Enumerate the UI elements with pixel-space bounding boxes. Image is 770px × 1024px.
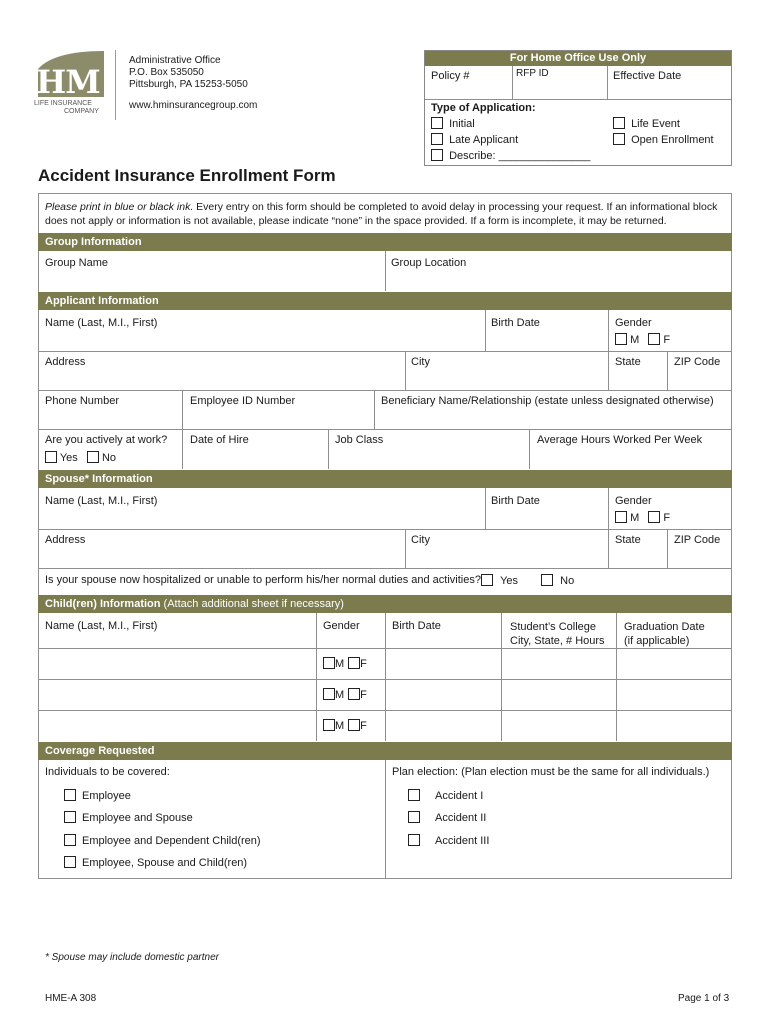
applicant-name-field[interactable]: Name (Last, M.I., First) [45,317,158,329]
individuals-label: Individuals to be covered: [45,766,170,778]
initial-label: Initial [449,118,475,130]
home-office-title: For Home Office Use Only [425,51,731,66]
actively-at-work-label: Are you actively at work? [45,434,168,446]
children-info-header [38,595,732,613]
employee-id-field[interactable]: Employee ID Number [190,395,296,407]
effective-date-field[interactable]: Effective Date [613,70,682,82]
open-enrollment-checkbox[interactable] [613,133,625,145]
child3-m-label: M [335,720,345,732]
spouse-gender-f-label: F [663,512,671,524]
child-college-line1: Student’s College [510,621,597,633]
spouse-gender-f-checkbox[interactable] [648,511,660,523]
describe-label[interactable]: Describe: _______________ [449,150,591,162]
employee-spouse-label: Employee and Spouse [82,812,193,824]
company-logo [34,49,108,121]
child-grad-line2: (if applicable) [624,635,690,647]
job-class-field[interactable]: Job Class [335,434,384,446]
child3-f-label: F [360,720,367,732]
spouse-birth-date-field[interactable]: Birth Date [491,495,540,507]
spouse-zip-field[interactable]: ZIP Code [674,534,721,546]
spouse-hospitalized-question: Is your spouse now hospitalized or unable to perform his/her normal duties and activities? [45,574,481,586]
logo-letters: HM [36,63,100,101]
child-gender-header: Gender [323,620,360,632]
accident-3-checkbox[interactable] [408,834,420,846]
child-college-line2: City, State, # Hours [510,635,605,647]
applicant-gender-m-checkbox[interactable] [615,333,627,345]
page-number: Page 1 of 3 [678,993,730,1004]
child-grad-line1: Graduation Date [624,621,705,633]
child-row-3-gender [323,719,367,732]
rfp-id-field[interactable]: RFP ID [516,68,549,79]
initial-checkbox[interactable] [431,117,443,129]
group-name-field[interactable]: Group Name [45,257,108,269]
late-applicant-checkbox[interactable] [431,133,443,145]
accident-2-label: Accident II [435,812,487,824]
employee-label: Employee [82,790,131,802]
actively-yes-label: Yes [59,452,78,464]
child2-m-label: M [335,689,345,701]
child-grad-header [624,620,705,648]
coverage-header: Coverage Requested [38,742,732,760]
child1-f-checkbox[interactable] [348,657,360,669]
applicant-state-field[interactable]: State [615,356,641,368]
instructions [45,200,729,228]
applicant-gender-m-label: M [630,334,640,346]
accident-2-checkbox[interactable] [408,811,420,823]
accident-3-label: Accident III [435,835,490,847]
instructions-italic: Please print in blue or black ink. [45,201,194,213]
children-header-title: Child(ren) Information [45,598,161,610]
employee-child-label: Employee and Dependent Child(ren) [82,835,261,847]
late-applicant-label: Late Applicant [449,134,519,146]
hospitalized-no-label: No [560,575,575,587]
employee-spouse-child-checkbox[interactable] [64,856,76,868]
actively-no-label: No [101,452,116,464]
employee-child-checkbox[interactable] [64,834,76,846]
logo-divider [115,50,116,120]
child1-f-label: F [360,658,367,670]
policy-number-field[interactable]: Policy # [431,70,470,82]
spouse-name-field[interactable]: Name (Last, M.I., First) [45,495,158,507]
logo-line2: COMPANY [64,108,99,115]
applicant-info-header: Applicant Information [38,292,732,310]
child-row-1-gender [323,657,367,670]
child2-f-label: F [360,689,367,701]
type-of-application-label: Type of Application: [431,102,536,114]
average-hours-field[interactable]: Average Hours Worked Per Week [537,434,703,446]
spouse-footnote: * Spouse may include domestic partner [45,952,219,963]
spouse-gender-m-checkbox[interactable] [615,511,627,523]
applicant-address-field[interactable]: Address [45,356,86,368]
group-info-header: Group Information [38,233,732,251]
logo-line1: LIFE INSURANCE [34,100,92,107]
accident-1-label: Accident I [435,790,484,802]
open-enrollment-label: Open Enrollment [631,134,714,146]
spouse-address-field[interactable]: Address [45,534,86,546]
life-event-label: Life Event [631,118,680,130]
child1-m-checkbox[interactable] [323,657,335,669]
employee-checkbox[interactable] [64,789,76,801]
child-row-2-gender [323,688,367,701]
describe-checkbox[interactable] [431,149,443,161]
office-line3: Pittsburgh, PA 15253-5050 [129,79,248,90]
child2-m-checkbox[interactable] [323,688,335,700]
child2-f-checkbox[interactable] [348,688,360,700]
office-address [129,55,257,112]
actively-no-checkbox[interactable] [87,451,99,463]
spouse-gender-m-label: M [630,512,640,524]
applicant-gender-label: Gender [615,317,652,329]
actively-yes-checkbox[interactable] [45,451,57,463]
beneficiary-field[interactable]: Beneficiary Name/Relationship (estate unless designated otherwise) [381,395,714,407]
applicant-zip-field[interactable]: ZIP Code [674,356,721,368]
instructions-line2: does not apply or information is not available, please indicate “none” in the space provided. If a form is incomplete, it may be returned. [45,215,667,227]
applicant-city-field[interactable]: City [411,356,430,368]
child1-m-label: M [335,658,345,670]
form-id: HME-A 308 [45,993,97,1004]
child3-f-checkbox[interactable] [348,719,360,731]
child3-m-checkbox[interactable] [323,719,335,731]
applicant-phone-field[interactable]: Phone Number [45,395,119,407]
employee-spouse-child-label: Employee, Spouse and Child(ren) [82,857,248,869]
child-name-header: Name (Last, M.I., First) [45,620,158,632]
office-line1: Administrative Office [129,55,221,66]
life-event-checkbox[interactable] [613,117,625,129]
child-college-header [510,620,605,648]
spouse-info-header: Spouse* Information [38,470,732,488]
hospitalized-yes-checkbox[interactable] [481,574,493,586]
home-office-box [424,50,732,166]
office-website: www.hminsurancegroup.com [129,100,258,111]
applicant-birth-date-field[interactable]: Birth Date [491,317,540,329]
child-birth-header: Birth Date [392,620,441,632]
date-of-hire-field[interactable]: Date of Hire [190,434,249,446]
spouse-gender-label: Gender [615,495,652,507]
instructions-line1: Every entry on this form should be completed to avoid delay in processing your request. If an informational block [193,201,718,213]
applicant-gender-f-checkbox[interactable] [648,333,660,345]
children-header-note: (Attach additional sheet if necessary) [160,598,344,610]
employee-spouse-checkbox[interactable] [64,811,76,823]
applicant-gender-f-label: F [663,334,671,346]
accident-1-checkbox[interactable] [408,789,420,801]
form-title: Accident Insurance Enrollment Form [38,166,336,185]
office-line2: P.O. Box 535050 [129,67,204,78]
plan-election-label: Plan election: (Plan election must be the same for all individuals.) [392,766,710,778]
hospitalized-yes-label: Yes [500,575,519,587]
hospitalized-no-checkbox[interactable] [541,574,553,586]
spouse-state-field[interactable]: State [615,534,641,546]
spouse-city-field[interactable]: City [411,534,430,546]
group-location-field[interactable]: Group Location [391,257,467,269]
